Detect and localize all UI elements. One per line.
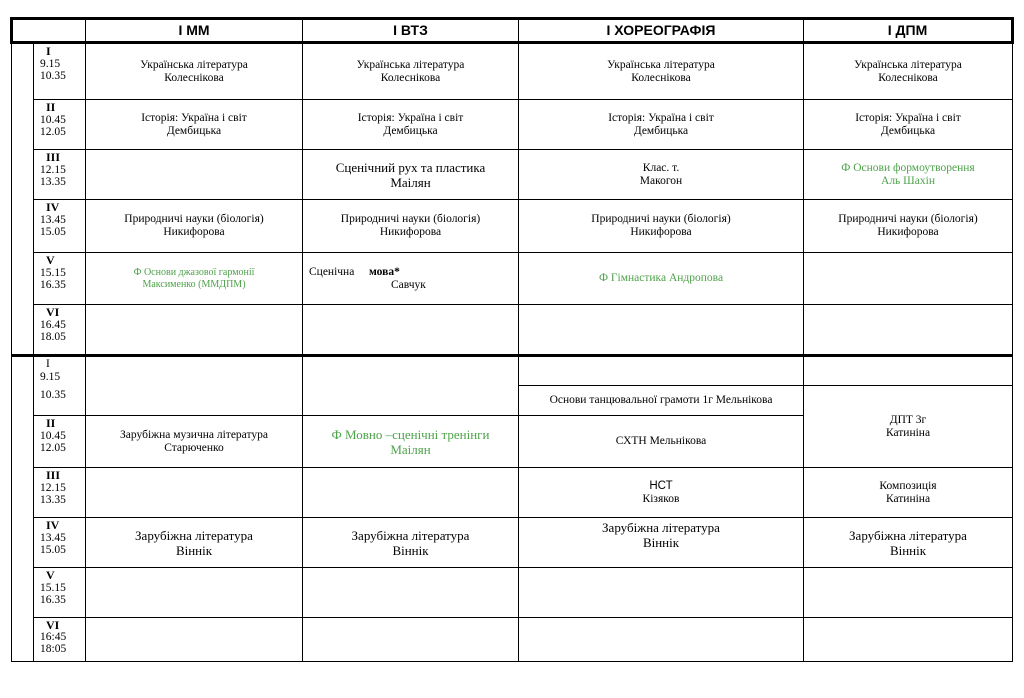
- monday-period-1: [12, 43, 1013, 100]
- lesson-cell-empty: [86, 305, 303, 356]
- lesson-cell: Зарубіжна музична література Старюченко: [86, 416, 303, 468]
- lesson-cell: Ф Мовно –сценічні тренінги Маілян: [303, 416, 519, 468]
- lesson-cell: Ф Гімнастика Андропова: [519, 253, 804, 305]
- schedule-table: [10, 17, 1014, 662]
- lesson-cell: Українська література Колеснікова: [303, 43, 519, 100]
- lesson-cell: Зарубіжна література Віннік: [86, 518, 303, 568]
- lesson-cell-empty: [86, 618, 303, 662]
- header-group-vtz: I ВТЗ: [303, 19, 519, 43]
- lesson-cell: Природничі науки (біологія) Никифорова: [303, 200, 519, 253]
- lesson-cell: Основи танцювальної грамоти 1г Мельнікова: [519, 386, 804, 416]
- period-time: III 12.15 13.35: [34, 150, 86, 200]
- header-group-choreography: I ХОРЕОГРАФІЯ: [519, 19, 804, 43]
- monday-period-3: [12, 150, 1013, 200]
- tuesday-period-6: [12, 618, 1013, 662]
- header-corner: [12, 19, 86, 43]
- lesson-cell: Природничі науки (біологія) Никифорова: [86, 200, 303, 253]
- lesson-cell-empty: [804, 618, 1013, 662]
- lesson-cell: Сценічна мова* Савчук: [303, 253, 519, 305]
- header-group-dpm: I ДПМ: [804, 19, 1013, 43]
- lesson-cell-empty: [86, 356, 303, 416]
- lesson-cell: Природничі науки (біологія) Никифорова: [804, 200, 1013, 253]
- period-time: II 10.45 12.05: [34, 416, 86, 468]
- lesson-cell-empty: [804, 568, 1013, 618]
- period-time: I 9.15 10.35: [34, 356, 86, 416]
- schedule-sheet: [10, 17, 1011, 662]
- lesson-cell: Клас. т. Макогон: [519, 150, 804, 200]
- lesson-cell: Зарубіжна література Віннік: [519, 518, 804, 568]
- period-time: I 9.15 10.35: [34, 43, 86, 100]
- period-time: IV 13.45 15.05: [34, 200, 86, 253]
- period-time: V 15.15 16.35: [34, 253, 86, 305]
- period-time: VI 16:45 18:05: [34, 618, 86, 662]
- lesson-cell-empty: [519, 618, 804, 662]
- tuesday-period-5: [12, 568, 1013, 618]
- period-time: VI 16.45 18.05: [34, 305, 86, 356]
- tuesday-period-3: [12, 468, 1013, 518]
- lesson-cell-empty: [86, 468, 303, 518]
- lesson-cell: Історія: Україна і світ Дембицька: [804, 100, 1013, 150]
- monday-period-6: [12, 305, 1013, 356]
- lesson-cell-empty: [519, 568, 804, 618]
- period-time: IV 13.45 15.05: [34, 518, 86, 568]
- lesson-cell-empty: [519, 305, 804, 356]
- lesson-cell-empty: [86, 568, 303, 618]
- tuesday-period-1a: [12, 356, 1013, 386]
- lesson-cell: Композиція Катиніна: [804, 468, 1013, 518]
- lesson-cell: Ф Основи джазової гармонії Максименко (ММДПМ): [86, 253, 303, 305]
- lesson-cell: Українська література Колеснікова: [804, 43, 1013, 100]
- lesson-cell: СХТН Мельнікова: [519, 416, 804, 468]
- monday-period-4: [12, 200, 1013, 253]
- monday-period-2: [12, 100, 1013, 150]
- lesson-cell: Історія: Україна і світ Дембицька: [303, 100, 519, 150]
- lesson-cell-empty: [303, 356, 519, 416]
- period-time: V 15.15 16.35: [34, 568, 86, 618]
- lesson-cell-empty: [303, 468, 519, 518]
- tuesday-period-4: [12, 518, 1013, 568]
- day-label-tuesday: [12, 356, 34, 662]
- lesson-cell-empty: [804, 253, 1013, 305]
- period-time: III 12.15 13.35: [34, 468, 86, 518]
- lesson-cell-empty: [303, 568, 519, 618]
- header-row: [12, 19, 1013, 43]
- lesson-cell: Українська література Колеснікова: [519, 43, 804, 100]
- lesson-cell-empty: [804, 356, 1013, 386]
- lesson-cell: Сценічний рух та пластика Маілян: [303, 150, 519, 200]
- lesson-cell: Українська література Колеснікова: [86, 43, 303, 100]
- lesson-cell: Зарубіжна література Віннік: [303, 518, 519, 568]
- day-label-monday: [12, 43, 34, 356]
- lesson-cell: НСТ Кізяков: [519, 468, 804, 518]
- monday-period-5: [12, 253, 1013, 305]
- lesson-cell-empty: [519, 356, 804, 386]
- lesson-cell: ДПТ 3г Катиніна: [804, 386, 1013, 468]
- lesson-cell: Історія: Україна і світ Дембицька: [519, 100, 804, 150]
- lesson-cell-empty: [804, 305, 1013, 356]
- lesson-cell: Історія: Україна і світ Дембицька: [86, 100, 303, 150]
- period-time: II 10.45 12.05: [34, 100, 86, 150]
- lesson-cell-empty: [303, 305, 519, 356]
- lesson-cell: Зарубіжна література Віннік: [804, 518, 1013, 568]
- lesson-cell: Природничі науки (біологія) Никифорова: [519, 200, 804, 253]
- lesson-cell: Ф Основи формоутворення Аль Шахін: [804, 150, 1013, 200]
- header-group-mm: I ММ: [86, 19, 303, 43]
- lesson-cell-empty: [86, 150, 303, 200]
- lesson-cell-empty: [303, 618, 519, 662]
